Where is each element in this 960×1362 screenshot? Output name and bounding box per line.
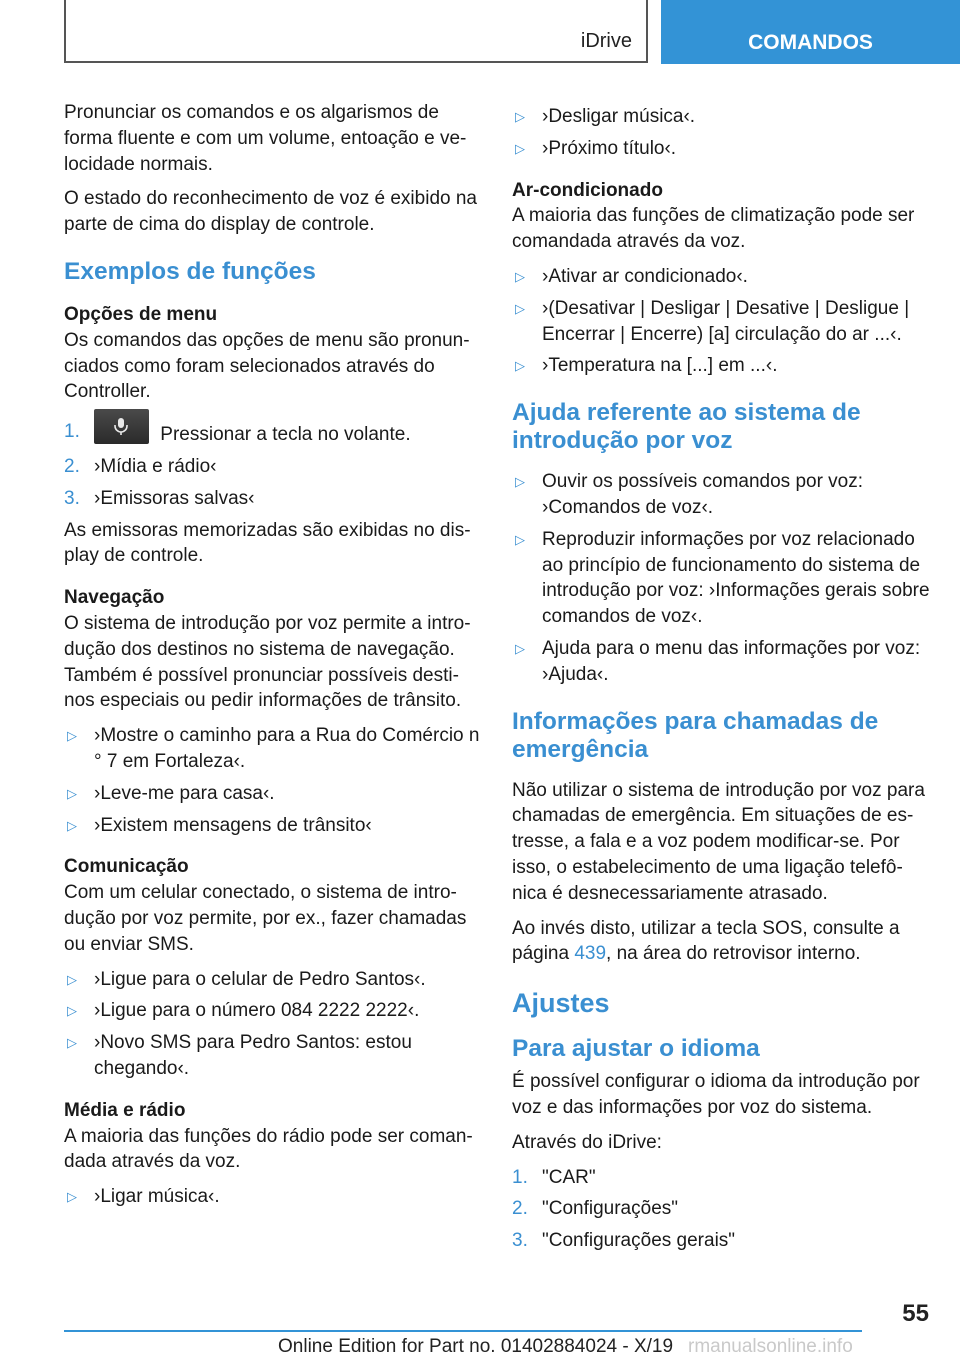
bullet-triangle-icon: ▷ xyxy=(515,140,525,156)
bullet-triangle-icon: ▷ xyxy=(67,1003,77,1019)
bullet-triangle-icon: ▷ xyxy=(67,817,77,833)
subsection-heading: Ar-condicionado xyxy=(512,179,663,201)
list-item-text: Reproduzir informações por voz relacionado ao princípio de funcionamento do sistema de introdução por voz: ›Informações gerais sobre comandos de voz‹. xyxy=(542,528,930,628)
paragraph: As emissoras memorizadas são exibidas no display de controle. xyxy=(64,519,471,567)
footer-edition: Online Edition for Part no. 01402884024 - X/19 xyxy=(278,1336,674,1357)
paragraph: É possível configurar o idioma da introdução por voz e das informações por voz do sistema. xyxy=(512,1071,920,1118)
step-text-wrapper xyxy=(94,419,482,448)
numbered-list xyxy=(64,419,482,511)
list-item-text: ›Próximo título‹. xyxy=(542,137,677,159)
bullet-triangle-icon: ▷ xyxy=(515,640,525,656)
list-item xyxy=(512,104,930,130)
section-heading: Informações para chamadas de emergência xyxy=(512,707,879,763)
list-item-text: Ouvir os possíveis comandos por voz: ›Comandos de voz‹. xyxy=(542,471,864,518)
step-text: "Configurações" xyxy=(542,1198,679,1220)
paragraph: A maioria das funções do rádio pode ser comandada através da voz. xyxy=(64,1125,473,1173)
paragraph: O estado do reconhecimento de voz é exibido na parte de cima do display de controle. xyxy=(64,188,477,236)
step-text: ›Emissoras salvas‹ xyxy=(94,487,255,509)
list-item xyxy=(512,527,930,630)
list-item-text: ›Novo SMS para Pedro Santos: estou chegando‹. xyxy=(94,1032,412,1079)
voice-button-image xyxy=(94,409,149,444)
list-item xyxy=(512,1228,930,1254)
bullet-triangle-icon: ▷ xyxy=(515,268,525,284)
page-number: 55 xyxy=(902,1300,929,1327)
bullet-triangle-icon: ▷ xyxy=(515,474,525,490)
step-number: 2. xyxy=(512,1198,528,1220)
list-item xyxy=(64,1030,482,1082)
chapter-heading: Ajustes xyxy=(512,988,610,1019)
bullet-triangle-icon: ▷ xyxy=(515,358,525,374)
header-chapter-tab: COMANDOS xyxy=(661,0,960,64)
paragraph: Através do iDrive: xyxy=(512,1131,662,1153)
bullet-list xyxy=(512,469,930,687)
footer-watermark: rmanualsonline.info xyxy=(688,1336,853,1357)
list-item xyxy=(512,1196,930,1222)
list-item-text: ›Ativar ar condicionado‹. xyxy=(542,265,748,287)
bullet-triangle-icon: ▷ xyxy=(67,1189,77,1205)
step-text: Pressionar a tecla no volante. xyxy=(160,424,411,446)
list-item xyxy=(512,636,930,688)
list-item-text: ›Ligue para o celular de Pedro Santos‹. xyxy=(94,968,426,990)
section-heading: Ajuda referente ao sistema de introdução por voz xyxy=(512,399,861,455)
paragraph-text: Ao invés disto, utilizar a tecla SOS, consulte a página xyxy=(512,917,900,965)
subsection-heading: Comunicação xyxy=(64,856,189,878)
paragraph: Pronunciar os comandos e os algarismos de forma fluente e com um volume, entoação e velocidade normais. xyxy=(64,102,467,175)
bullet-list xyxy=(64,723,482,838)
list-item xyxy=(512,1165,930,1191)
bullet-triangle-icon: ▷ xyxy=(67,971,77,987)
list-item-text: ›Temperatura na [...] em ...‹. xyxy=(542,355,778,377)
paragraph: O sistema de introdução por voz permite a introdução dos destinos no sistema de navegação. Também é possível pronunciar possíveis destinos especiais ou pedir informações de trânsito. xyxy=(64,612,471,712)
list-item xyxy=(64,781,482,807)
bullet-list xyxy=(512,104,930,162)
list-item xyxy=(512,296,930,348)
list-item-text: ›Mostre o caminho para a Rua do Comércio n ° 7 em Fortaleza‹. xyxy=(94,725,480,772)
paragraph: Os comandos das opções de menu são pronunciados como foram selecionados através do Controller. xyxy=(64,329,470,403)
subsection-heading: Média e rádio xyxy=(64,1099,186,1121)
right-column xyxy=(512,100,930,1266)
footer-divider xyxy=(64,1330,862,1332)
list-item-text: ›(Desativar | Desligar | Desative | Desligue | Encerrar | Encerre) [a] circulação do ar ...‹. xyxy=(542,297,910,345)
left-column xyxy=(64,100,482,1222)
list-item-text: ›Desligar música‹. xyxy=(542,106,696,127)
section-heading: Exemplos de funções xyxy=(64,257,316,285)
list-item xyxy=(64,419,482,448)
paragraph xyxy=(512,916,930,968)
header-section-title: iDrive xyxy=(580,30,632,52)
paragraph: Não utilizar o sistema de introdução por voz para chamadas de emergência. Em situações de estresse, a fala e a voz podem modificar-se. Por isso, o estabelecimento de uma ligação telefônica é desnecessariamente atrasado. xyxy=(512,779,925,904)
list-item-text: ›Leve-me para casa‹. xyxy=(94,782,275,804)
page-link[interactable]: 439 xyxy=(574,943,607,965)
list-item-text: ›Ligar música‹. xyxy=(94,1186,220,1208)
list-item xyxy=(512,353,930,379)
list-item-text: Ajuda para o menu das informações por voz: ›Ajuda‹. xyxy=(542,637,921,685)
header-frame xyxy=(64,0,648,63)
step-number: 1. xyxy=(512,1166,528,1188)
paragraph: Com um celular conectado, o sistema de introdução por voz permite, por ex., fazer chamadas ou enviar SMS. xyxy=(64,882,467,955)
list-item xyxy=(512,469,930,521)
bullet-triangle-icon: ▷ xyxy=(515,109,525,124)
subsection-heading: Navegação xyxy=(64,587,165,609)
list-item xyxy=(64,813,482,839)
list-item xyxy=(64,486,482,512)
microphone-icon xyxy=(112,417,130,437)
paragraph-text: , na área do retrovisor interno. xyxy=(606,943,861,965)
numbered-list xyxy=(512,1165,930,1254)
bullet-triangle-icon: ▷ xyxy=(67,785,77,801)
list-item xyxy=(64,998,482,1024)
bullet-triangle-icon: ▷ xyxy=(67,728,77,744)
list-item xyxy=(64,454,482,480)
list-item xyxy=(512,264,930,290)
step-text: ›Mídia e rádio‹ xyxy=(94,455,217,477)
step-text: "Configurações gerais" xyxy=(542,1230,736,1252)
bullet-list xyxy=(512,264,930,379)
section-heading: Para ajustar o idioma xyxy=(512,1035,760,1063)
list-item-text: ›Ligue para o número 084 2222 2222‹. xyxy=(94,1000,420,1022)
list-item xyxy=(64,1184,482,1210)
bullet-list xyxy=(64,1184,482,1210)
bullet-triangle-icon: ▷ xyxy=(515,300,525,316)
list-item xyxy=(64,723,482,775)
bullet-triangle-icon: ▷ xyxy=(67,1035,77,1051)
paragraph: A maioria das funções de climatização pode ser comandada através da voz. xyxy=(512,205,915,253)
step-number: 3. xyxy=(512,1230,528,1252)
list-item-text: ›Existem mensagens de trânsito‹ xyxy=(94,814,372,836)
step-number: 2. xyxy=(64,455,80,477)
subsection-heading: Opções de menu xyxy=(64,303,218,325)
list-item xyxy=(64,967,482,993)
step-text: "CAR" xyxy=(542,1166,596,1188)
step-number: 1. xyxy=(64,421,80,443)
bullet-list xyxy=(64,967,482,1082)
step-number: 3. xyxy=(64,487,80,509)
list-item xyxy=(512,136,930,162)
bullet-triangle-icon: ▷ xyxy=(515,531,525,547)
